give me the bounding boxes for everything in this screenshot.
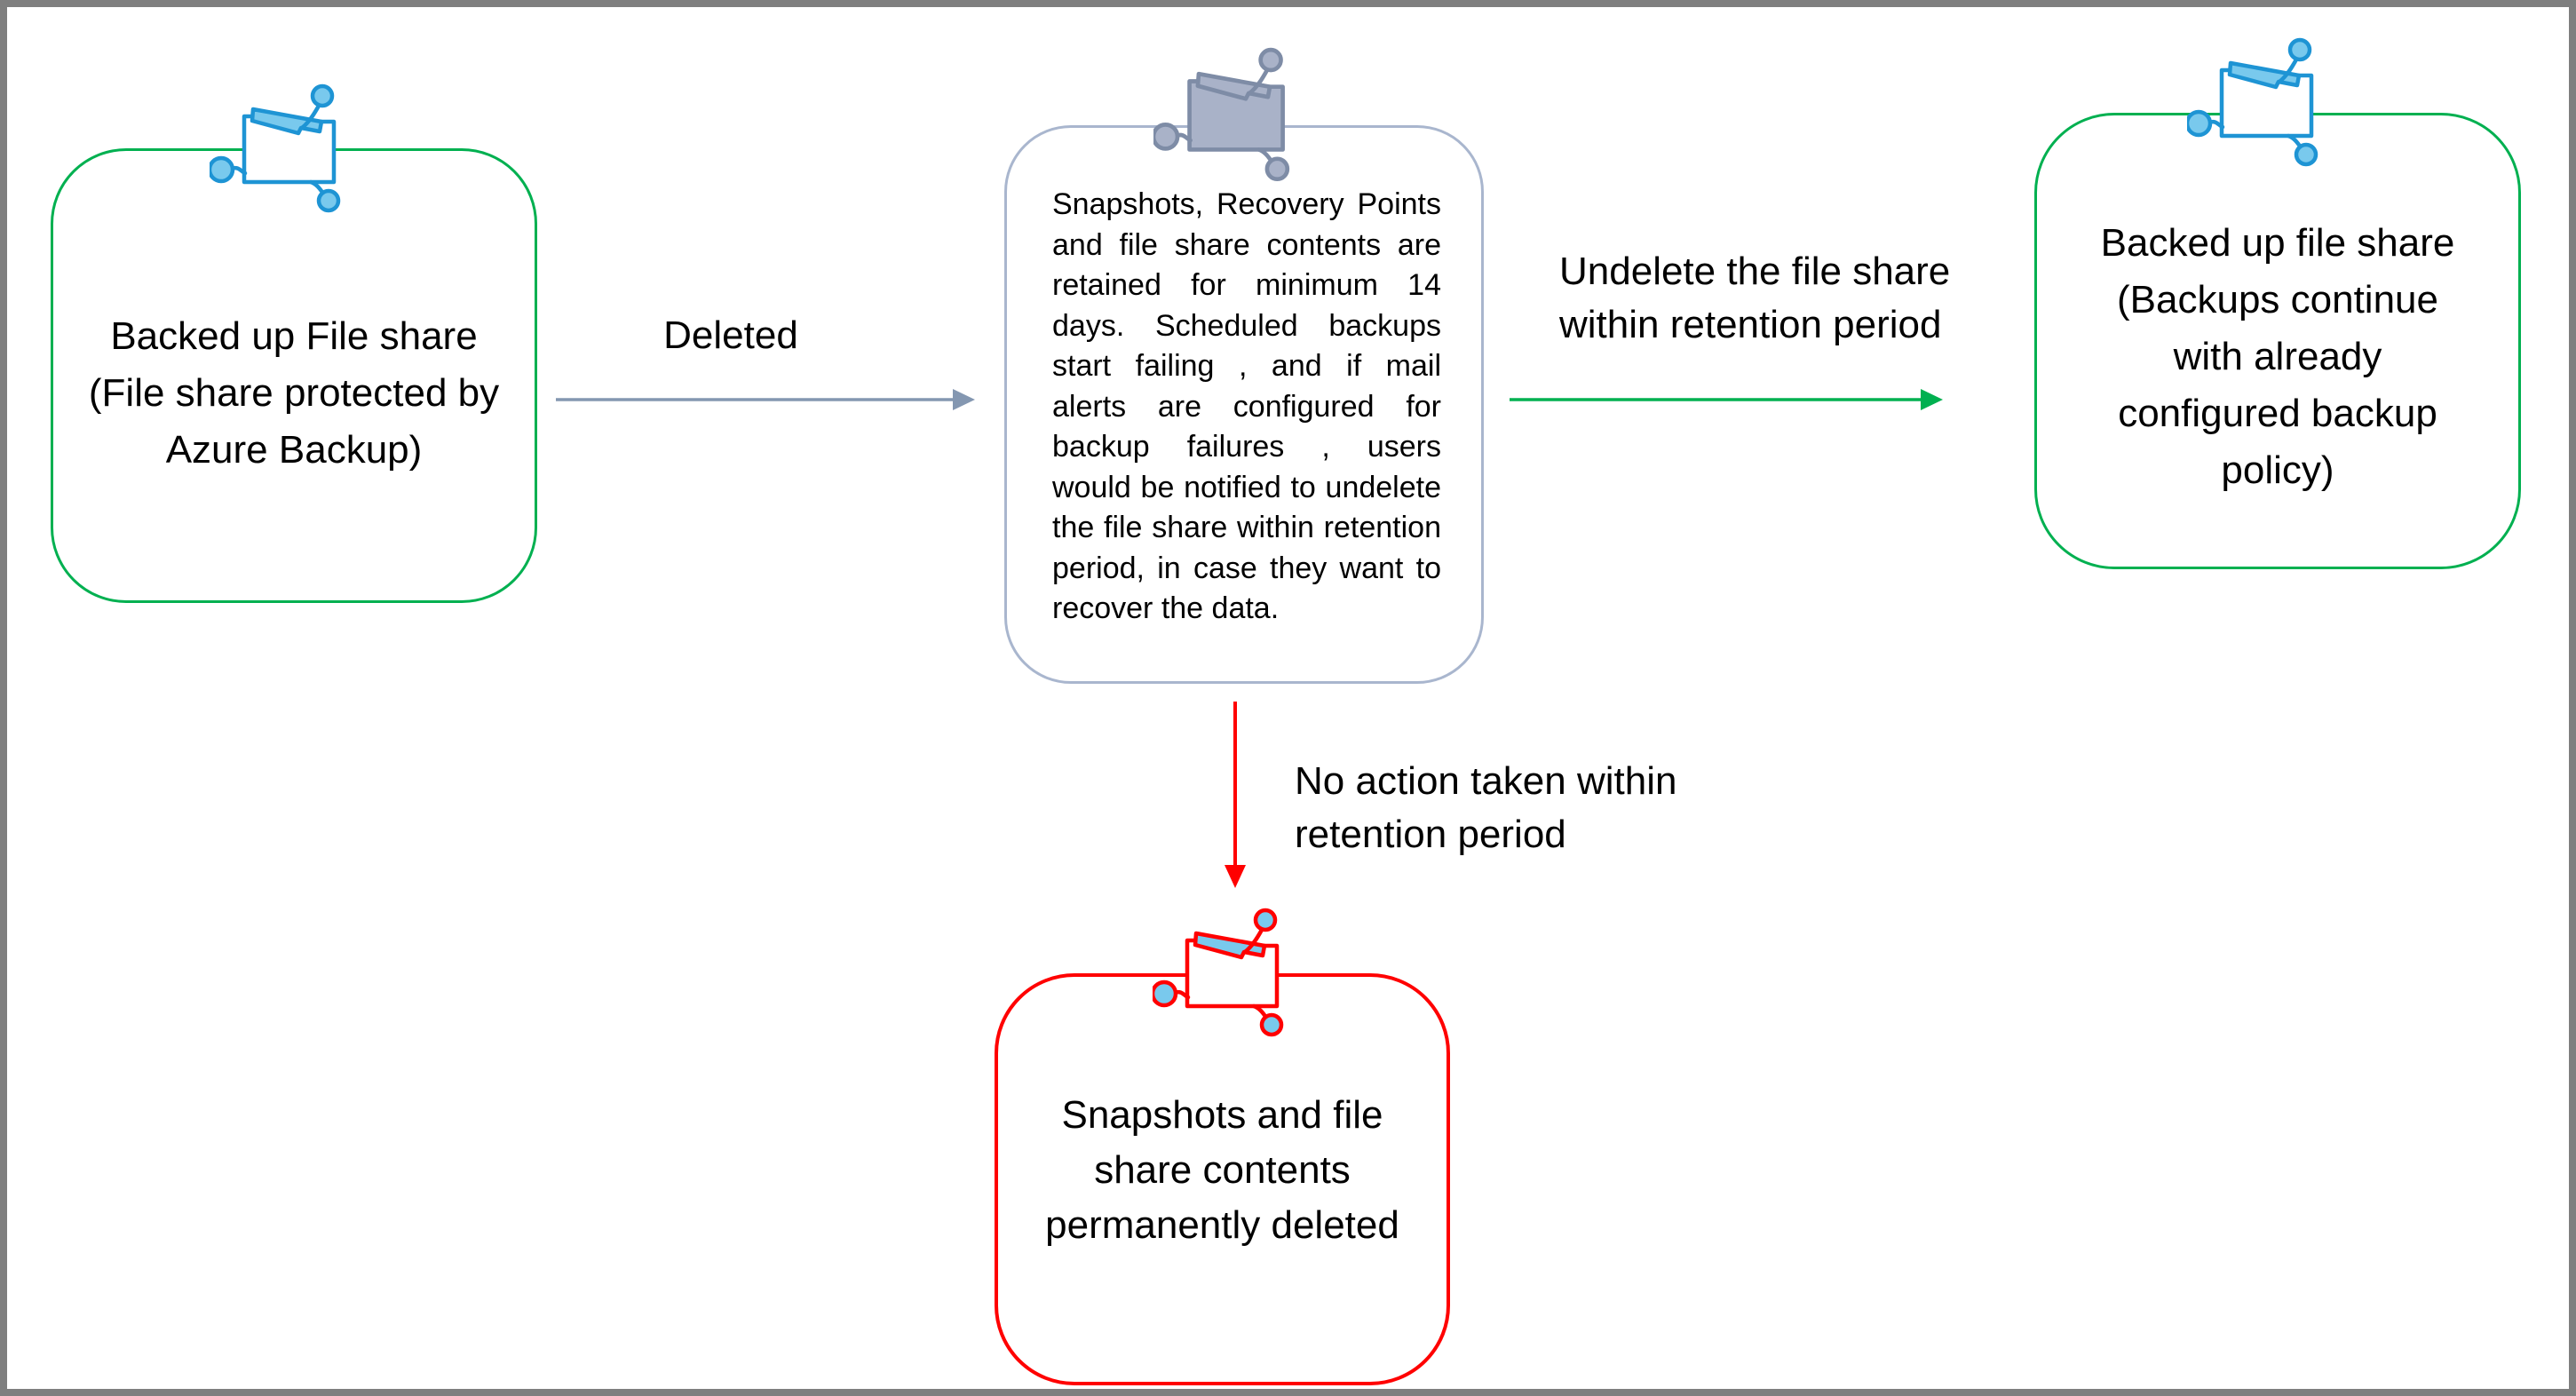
box-text-line: share contents <box>1094 1148 1351 1192</box>
box-text-line: Backed up File share <box>110 314 478 358</box>
no-action-arrow <box>1218 702 1252 890</box>
deleted-arrow <box>556 384 977 416</box>
deleted-label-text: Deleted <box>663 313 798 357</box>
file-share-icon <box>2187 37 2320 171</box>
deleted-label <box>629 309 833 362</box>
box-text-line: (Backups continue <box>2117 278 2438 321</box>
box-text-line: (File share protected by <box>88 371 500 415</box>
no-action-label <box>1295 755 1676 861</box>
file-share-icon <box>210 83 343 217</box>
box-text-line: Snapshots and file <box>1061 1093 1383 1137</box>
no-action-label-line: retention period <box>1295 813 1566 856</box>
box-text-line: Backed up file share <box>2100 221 2455 265</box>
box-retention-details <box>1004 125 1484 684</box>
file-share-icon <box>1153 908 1286 1041</box>
box-text-line: policy) <box>2221 448 2334 492</box>
undelete-arrow <box>1510 384 1945 416</box>
file-share-icon <box>1153 47 1292 186</box>
retention-description: Snapshots, Recovery Points and file share contents are retained for minimum 14 days. Scheduled backups start failing , and if mail alerts are configured for backup failures , users would be notified to undelete the file share within retention period, in case they want to recover the data. <box>1052 187 1441 625</box>
box-text-line: configured backup <box>2118 392 2437 435</box>
box-text-line: with already <box>2173 335 2382 378</box>
undelete-label-line: within retention period <box>1559 303 1942 346</box>
box-undeleted-file-share <box>2034 113 2521 569</box>
undelete-label-line: Undelete the file share <box>1559 250 1951 293</box>
undelete-label <box>1559 245 1950 352</box>
box-text-line: Azure Backup) <box>165 428 423 472</box>
box-text-line: permanently deleted <box>1045 1203 1399 1247</box>
no-action-label-line: No action taken within <box>1295 759 1677 803</box>
